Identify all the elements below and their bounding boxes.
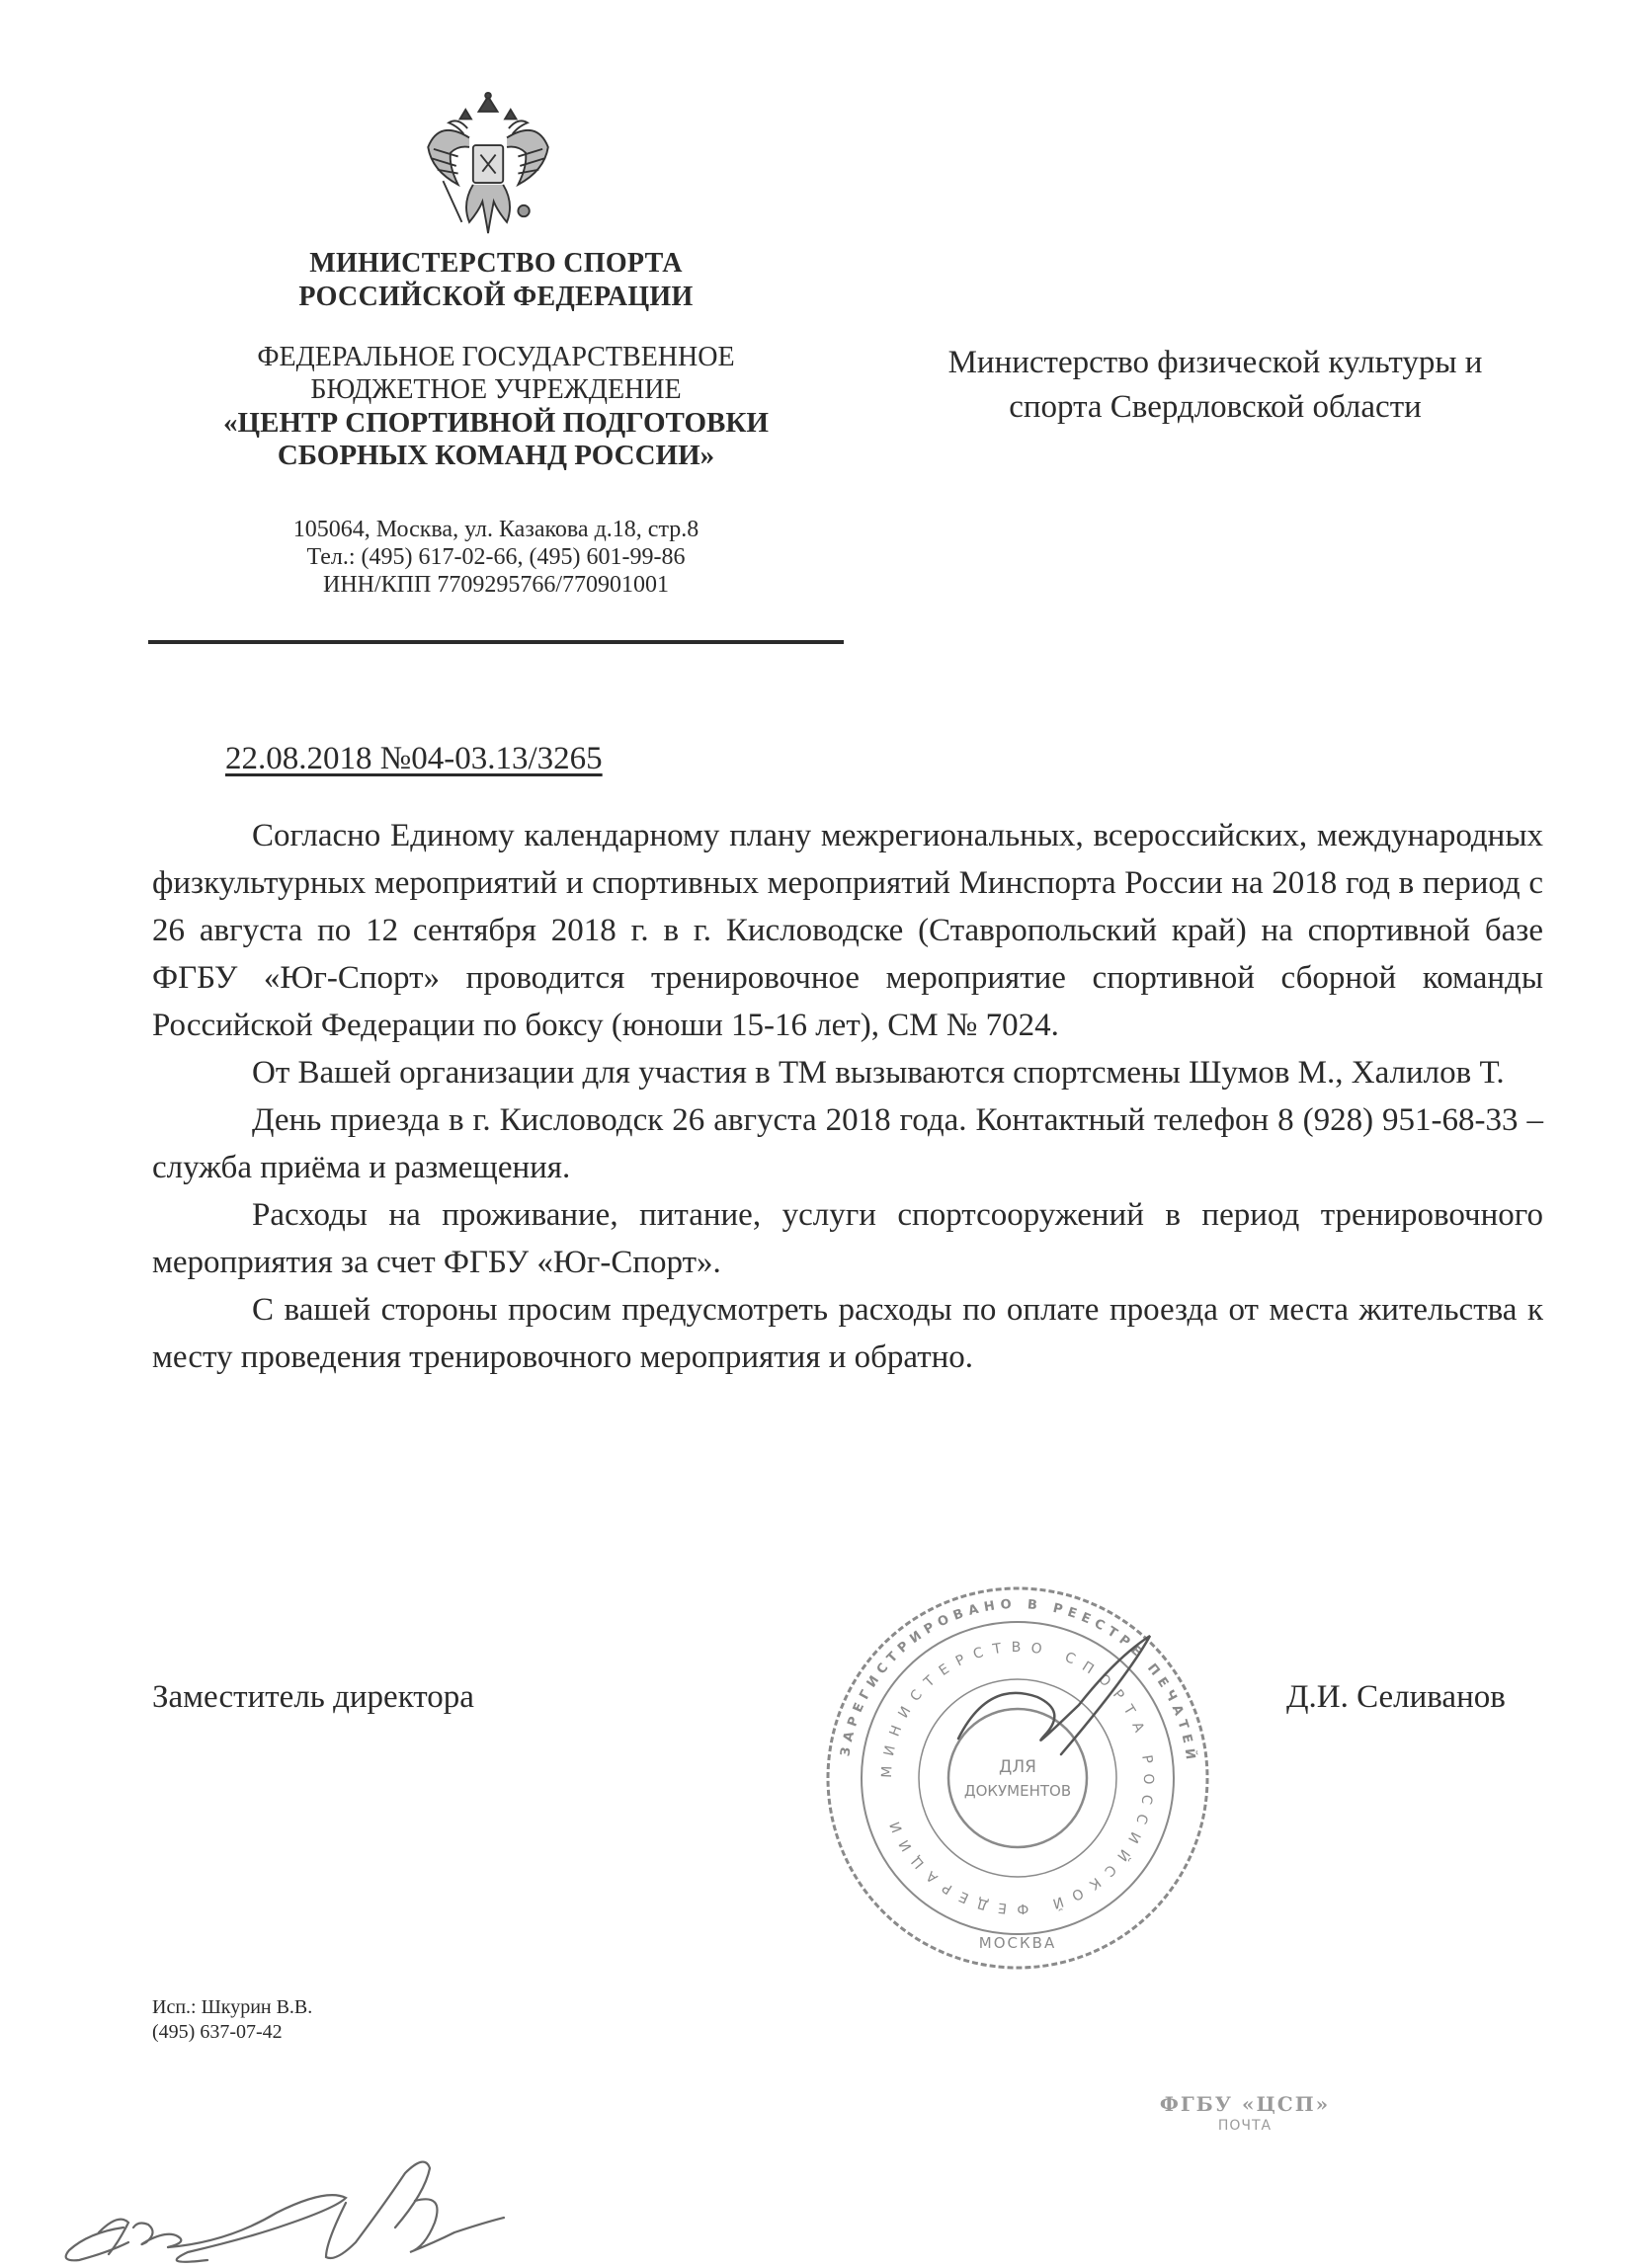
body-paragraph: Расходы на проживание, питание, услуги спортсооружений в период тренировочного мероприятия за счет ФГБУ «Юг-Спорт».: [152, 1197, 1543, 1280]
org-type-line: БЮДЖЕТНОЕ УЧРЕЖДЕНИЕ: [310, 374, 682, 405]
org-name-line: СБОРНЫХ КОМАНД РОССИИ»: [277, 440, 715, 471]
svg-text:МИНИСТЕРСТВО СПОРТА РОССИЙСКОЙ: [879, 1640, 1156, 1916]
signatory-title: Заместитель директора: [152, 1679, 474, 1715]
body-paragraph: От Вашей организации для участия в ТМ вызываются спортсмены Шумов М., Халилов Т.: [252, 1055, 1505, 1091]
org-inn-kpp: ИНН/КПП 7709295766/770901001: [322, 572, 669, 598]
mail-stamp: [1146, 2092, 1344, 2134]
document-reference: 22.08.2018 №04-03.13/3265: [225, 741, 603, 776]
body-paragraph: День приезда в г. Кисловодск 26 августа 2018 года. Контактный телефон 8 (928) 951-68-33 – служба приёма и размещения.: [152, 1102, 1543, 1185]
stamp-ring-text: МИНИСТЕРСТВО СПОРТА РОССИЙСКОЙ ФЕДЕРАЦИИ: [878, 1639, 1157, 1917]
stamp-outer-text: ЗАРЕГИСТРИРОВАНО В РЕЕСТРЕ ПЕЧАТЕЙ: [838, 1596, 1197, 1761]
addressee: [879, 341, 1551, 430]
ministry-name: [148, 247, 844, 314]
org-type-line: ФЕДЕРАЛЬНОЕ ГОСУДАРСТВЕННОЕ: [257, 342, 735, 372]
org-phones: Тел.: (495) 617-02-66, (495) 601-99-86: [306, 544, 686, 570]
addressee-line: Министерство физической культуры и: [947, 345, 1483, 380]
addressee-line: спорта Свердловской области: [1009, 389, 1422, 425]
stamp-city: МОСКВА: [978, 1934, 1057, 1952]
organization-name: [148, 341, 844, 471]
executor-info: [152, 1995, 312, 2045]
official-stamp: [820, 1580, 1215, 1976]
stamp-center-line: ДОКУМЕНТОВ: [963, 1782, 1072, 1800]
letter-body: [152, 812, 1543, 1381]
coat-of-arms-emblem: [417, 91, 560, 239]
executor-name: Исп.: Шкурин В.В.: [152, 1996, 313, 2018]
org-name-line: «ЦЕНТР СПОРТИВНОЙ ПОДГОТОВКИ: [223, 407, 769, 439]
org-contacts: [148, 516, 844, 599]
ministry-line: РОССИЙСКОЙ ФЕДЕРАЦИИ: [298, 282, 694, 312]
ministry-line: МИНИСТЕРСТВО СПОРТА: [309, 248, 683, 279]
mail-stamp-label: ПОЧТА: [1217, 2118, 1273, 2134]
letterhead-divider: [148, 640, 844, 644]
body-paragraph: Согласно Единому календарному плану межрегиональных, всероссийских, международных физкультурных мероприятий и спортивных мероприятий Минспорта России на 2018 год в период с 26 августа по 12 сентября 2018 г. в г. Кисловодске (Ставропольский край) на спортивной базе ФГБУ «Юг-Спорт» проводится тренировочное мероприятие спортивной сборной команды Российской Федерации по боксу (юноши 15-16 лет), СМ № 7024.: [152, 818, 1543, 1043]
org-address: 105064, Москва, ул. Казакова д.18, стр.8: [292, 517, 699, 542]
stamp-center-line: ДЛЯ: [999, 1757, 1036, 1777]
handwritten-signature: [30, 2144, 524, 2268]
mail-stamp-org: ФГБУ «ЦСП»: [1159, 2092, 1331, 2116]
signatory-name: Д.И. Селиванов: [1286, 1679, 1506, 1715]
executor-phone: (495) 637-07-42: [152, 2021, 283, 2043]
body-paragraph: С вашей стороны просим предусмотреть расходы по оплате проезда от места жительства к месту проведения тренировочного мероприятия и обратно.: [152, 1292, 1543, 1375]
